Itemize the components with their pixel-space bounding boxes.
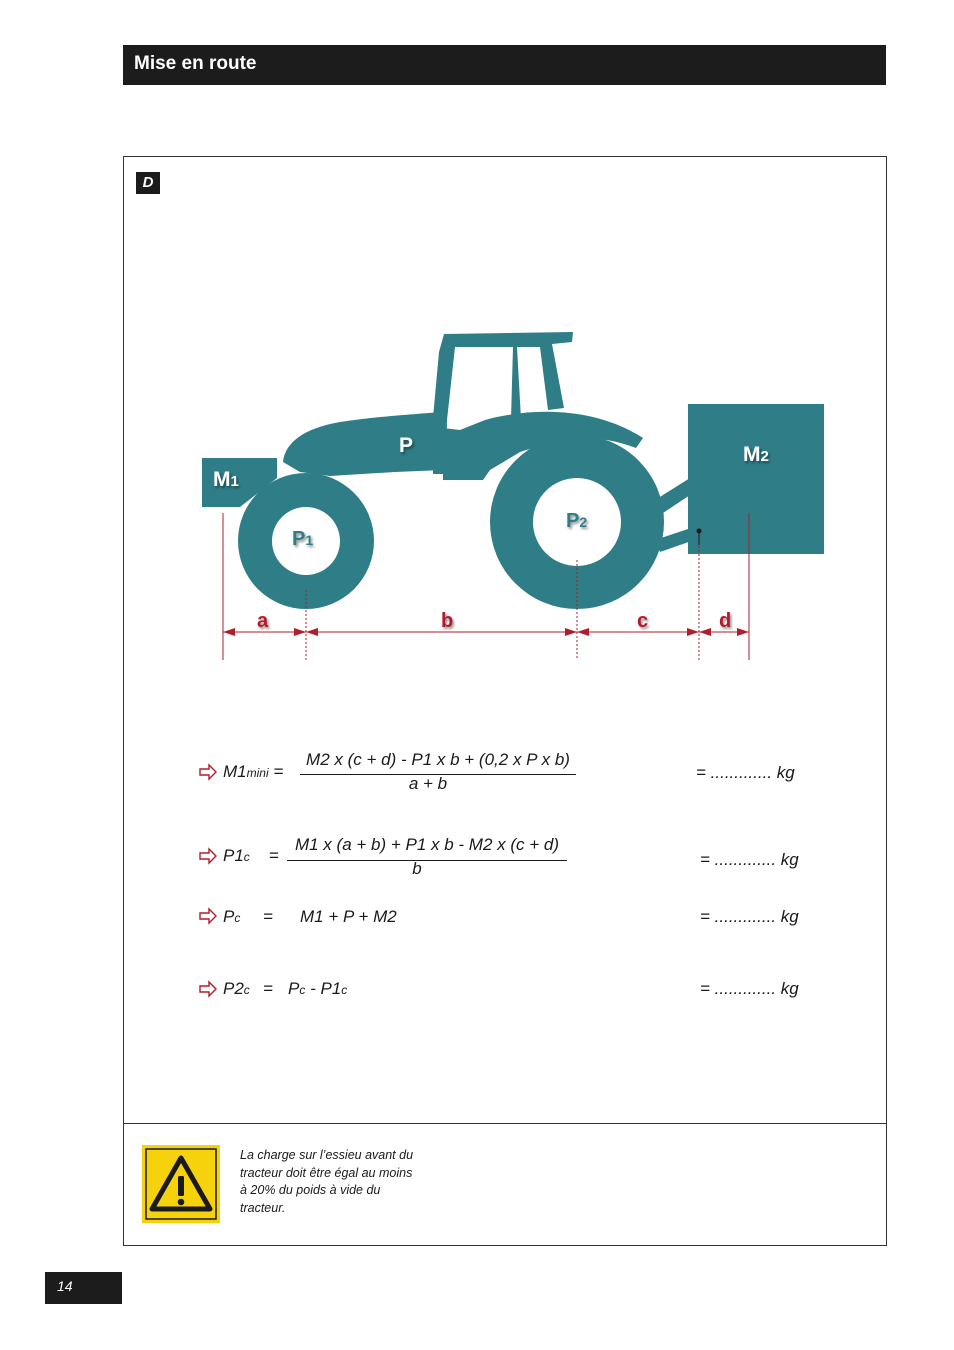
formula-p1c-result: = ............. kg xyxy=(700,850,799,869)
arrow-icon xyxy=(200,849,216,863)
dim-label-c: c xyxy=(637,610,649,632)
label-p2: P2 xyxy=(566,510,588,532)
label-m1: M1 xyxy=(213,468,239,491)
label-p: P xyxy=(399,434,414,457)
formula-m1-result: = ............. kg xyxy=(696,763,795,782)
formula-pc-result: = ............. kg xyxy=(700,907,799,926)
formula-pc-lhs: Pc xyxy=(223,907,241,926)
label-m2: M2 xyxy=(743,443,769,466)
warning-note: La charge sur l’essieu avant du tracteur doit être égal au moins à 20% du poids à vide du tracteur. xyxy=(240,1148,414,1215)
formula-pc-eq: = xyxy=(263,907,273,926)
formula-p2c-lhs: P2c xyxy=(223,979,250,998)
dim-label-d: d xyxy=(719,610,732,632)
dim-label-a: a xyxy=(257,610,269,632)
arrow-icon xyxy=(200,765,216,779)
arrow-icon xyxy=(200,909,216,923)
dim-label-b: b xyxy=(441,610,454,632)
formula-p2c-rhs: Pc - P1c xyxy=(288,979,348,998)
formula-m1-lhs: M1mini = xyxy=(223,762,284,781)
rear-weight-m2 xyxy=(688,404,824,554)
figure-tag: D xyxy=(136,172,160,194)
formula-p1c-denominator: b xyxy=(412,859,422,878)
formula-p1c-lhs: P1c = xyxy=(223,846,279,865)
formula-pc-rhs: M1 + P + M2 xyxy=(300,907,397,926)
formula-p2c-eq: = xyxy=(263,979,273,998)
warning-panel xyxy=(142,1145,220,1223)
formula-p2c-result: = ............. kg xyxy=(700,979,799,998)
label-p1: P1 xyxy=(292,528,314,550)
hitch-point xyxy=(697,529,702,534)
arrow-icon xyxy=(200,982,216,996)
section-title: Mise en route xyxy=(134,53,257,74)
warning-triangle-icon xyxy=(142,1145,220,1223)
page-number: 14 xyxy=(45,1272,122,1304)
formula-p1c-numerator: M1 x (a + b) + P1 x b - M2 x (c + d) xyxy=(294,835,560,854)
formula-m1-numerator: M2 x (c + d) - P1 x b + (0,2 x P x b) xyxy=(306,750,570,769)
formula-m1-denominator: a + b xyxy=(408,774,448,793)
